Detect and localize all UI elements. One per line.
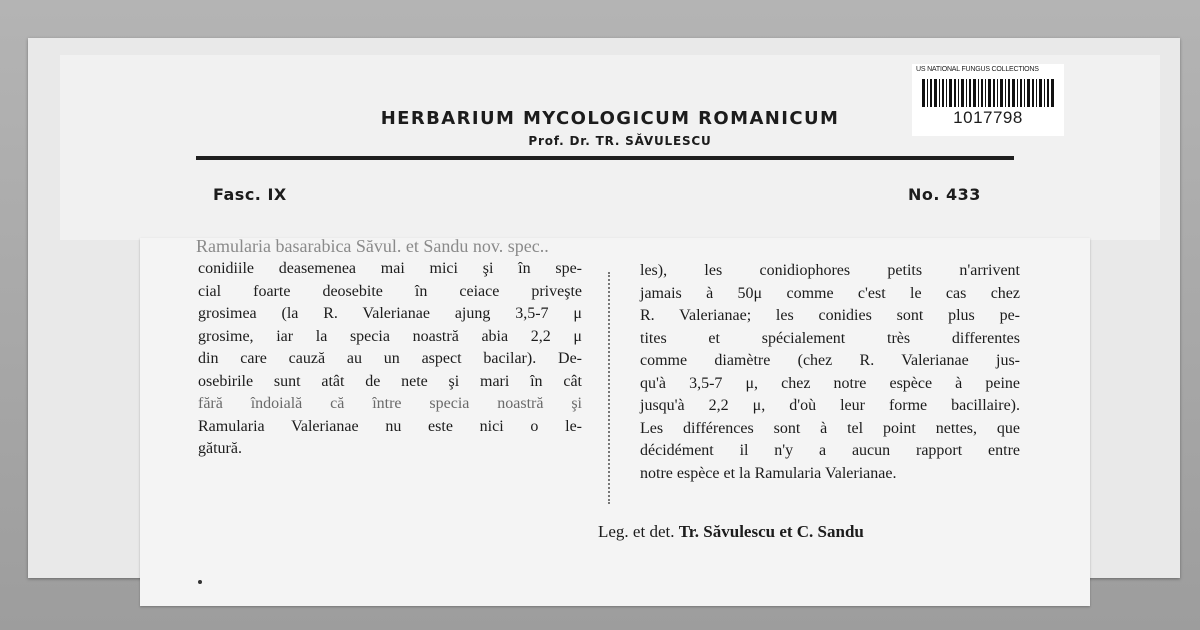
text-line: jamais à 50μ comme c'est le cas chez (640, 284, 1020, 302)
romanian-description (198, 258, 582, 461)
collector-prefix: Leg. et det. (598, 522, 675, 541)
species-name: Ramularia basarabica Săvul. et Sandu nov. spec.. (196, 236, 549, 256)
column-divider (608, 272, 610, 504)
text-line: comme diamètre (chez R. Valerianae jus- (640, 352, 1020, 369)
text-line: R. Valerianae; les conidies sont plus pe- (640, 307, 1020, 324)
barcode-collection-name: US NATIONAL FUNGUS COLLECTIONS (916, 66, 1039, 73)
header-rule (196, 156, 1014, 160)
text-line: tites et spécialement très differentes (640, 329, 1020, 347)
text-line: Les différences sont à tel point nettes, que (640, 419, 1020, 437)
text-line: grosimea (la R. Valerianae ajung 3,5-7 μ (198, 305, 582, 322)
collector-line (598, 522, 864, 542)
text-line: qu'à 3,5-7 μ, chez notre espèce à peine (640, 374, 1020, 392)
text-line: jusqu'à 2,2 μ, d'où leur forme bacillaire). (640, 397, 1020, 414)
text-line: din care cauză au un aspect bacilar). De- (198, 350, 582, 367)
text-line: cial foarte deosebite în ceiace priveşte (198, 282, 582, 300)
text-line: gătură. (198, 440, 242, 457)
text-line: grosime, iar la specia noastră abia 2,2 μ (198, 327, 582, 345)
text-line: osebirile sunt atât de nete şi mari în cât (198, 372, 582, 390)
text-line: notre espèce et la Ramularia Valerianae. (640, 464, 897, 482)
barcode-number: 1017798 (953, 108, 1023, 127)
text-line: Ramularia Valerianae nu este nici o le- (198, 417, 582, 435)
collector-names: Tr. Săvulescu et C. Sandu (678, 522, 864, 541)
text-line: décidément il n'y a aucun rapport entre (640, 442, 1020, 459)
barcode-icon (922, 79, 1054, 107)
herbarium-title: HERBARIUM MYCOLOGICUM ROMANICUM (380, 108, 840, 129)
text-line: les), les conidiophores petits n'arrivent (640, 262, 1020, 279)
fascicle-label: Fasc. IX (213, 185, 287, 204)
french-description (640, 260, 1020, 485)
text-line: fără îndoială că între specia noastră şi (198, 395, 582, 412)
herbarium-subtitle: Prof. Dr. TR. SĂVULESCU (528, 134, 712, 148)
specimen-number: No. 433 (908, 185, 981, 204)
text-line: conidiile deasemenea mai mici şi în spe- (198, 260, 582, 277)
ink-dot (198, 580, 202, 584)
